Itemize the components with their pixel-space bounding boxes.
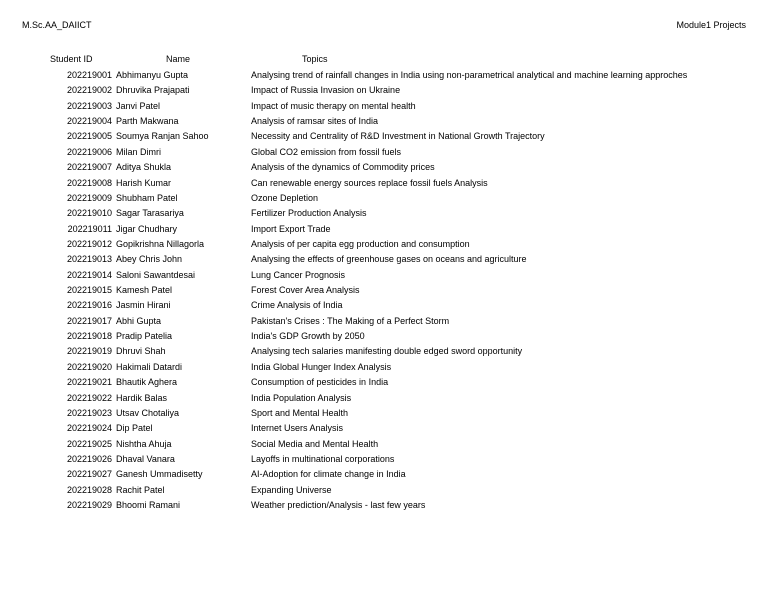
student-id-cell: 202219015 [66,285,112,296]
student-id-cell: 202219001 [66,70,112,80]
student-id-cell: 202219028 [66,484,112,495]
table-row [0,223,768,238]
topic-cell: Lung Cancer Prognosis [251,269,346,280]
table-row [0,269,768,284]
topic-cell: Ozone Depletion [251,192,319,203]
table-row [0,299,768,314]
student-name-cell: Abhimanyu Gupta [116,70,189,80]
student-name-cell: Jigar Chudhary [116,223,178,234]
topic-cell: Analysing tech salaries manifesting double edged sword opportunity [251,346,523,357]
table-row [0,484,768,499]
student-name-cell: Saloni Sawantdesai [116,269,196,280]
topic-cell: Analysis of the dynamics of Commodity prices [251,162,435,173]
table-row [0,253,768,268]
table-row [0,361,768,376]
student-id-cell: 202219026 [66,453,112,464]
topic-cell: Analysing trend of rainfall changes in India using non-parametrical analytical and machine learning approches [251,70,688,80]
student-name-cell: Dip Patel [116,423,153,434]
student-name-cell: Janvi Patel [116,100,161,111]
table-row [0,330,768,345]
student-id-cell: 202219012 [66,238,112,249]
student-name-cell: Shubham Patel [116,192,178,203]
table-row [0,130,768,145]
topic-cell: Import Export Trade [251,223,331,234]
table-row [0,207,768,222]
student-name-cell: Dhaval Vanara [116,453,175,464]
topic-cell: Necessity and Centrality of R&D Investment in National Growth Trajectory [251,131,545,142]
student-name-cell: Ganesh Ummadisetty [116,469,203,480]
student-id-cell: 202219021 [66,377,112,388]
student-id-cell: 202219018 [66,331,112,342]
student-name-cell: Parth Makwana [116,116,179,127]
student-name-cell: Bhoomi Ramani [116,500,181,511]
student-id-cell: 202219029 [66,500,112,511]
student-name-cell: Harish Kumar [116,177,172,188]
student-id-cell: 202219004 [66,116,112,127]
student-name-cell: Nishtha Ahuja [116,438,172,449]
topic-cell: Impact of Russia Invasion on Ukraine [251,85,401,96]
topic-cell: Analysis of per capita egg production and consumption [251,238,470,249]
student-name-cell: Kamesh Patel [116,285,173,296]
student-id-cell: 202219008 [66,177,112,188]
topic-cell: Pakistan's Crises : The Making of a Perfect Storm [251,315,450,326]
column-header-topics: Topics [302,54,328,64]
table-row [0,161,768,176]
student-id-cell: 202219027 [66,469,112,480]
table-row [0,345,768,360]
topic-cell: Can renewable energy sources replace fossil fuels Analysis [251,177,488,188]
topic-cell: India Population Analysis [251,392,352,403]
student-id-cell: 202219009 [66,192,112,203]
table-row [0,238,768,253]
topic-cell: Impact of music therapy on mental health [251,100,416,111]
table-row [0,376,768,391]
student-id-cell: 202219025 [66,438,112,449]
student-name-cell: Bhautik Aghera [116,377,178,388]
student-name-cell: Utsav Chotaliya [116,407,180,418]
topic-cell: Global CO2 emission from fossil fuels [251,146,402,157]
student-id-cell: 202219007 [66,162,112,173]
student-id-cell: 202219005 [66,131,112,142]
topic-cell: AI-Adoption for climate change in India [251,469,406,480]
student-name-cell: Jasmin Hirani [116,300,171,311]
topic-cell: Crime Analysis of India [251,300,343,311]
topic-cell: Forest Cover Area Analysis [251,285,360,296]
student-id-cell: 202219002 [66,85,112,96]
table-row [0,284,768,299]
student-id-cell: 202219024 [66,423,112,434]
student-id-cell: 202219019 [66,346,112,357]
student-name-cell: Hakimali Datardi [116,361,183,372]
table-row [0,453,768,468]
student-id-cell: 202219006 [66,146,112,157]
topic-cell: Social Media and Mental Health [251,438,379,449]
topic-cell: Analysis of ramsar sites of India [251,116,379,127]
topic-cell: Consumption of pesticides in India [251,377,389,388]
table-row [0,422,768,437]
table-row [0,407,768,422]
table-row [0,177,768,192]
student-id-cell: 202219014 [66,269,112,280]
student-name-cell: Abhi Gupta [116,315,162,326]
student-name-cell: Abey Chris John [116,254,183,265]
table-row [0,192,768,207]
table-row [0,100,768,115]
student-id-cell: 202219023 [66,407,112,418]
student-id-cell: 202219013 [66,254,112,265]
topic-cell: Sport and Mental Health [251,407,349,418]
student-id-cell: 202219011 [67,223,112,234]
student-id-cell: 202219017 [66,315,112,326]
topic-cell: Layoffs in multinational corporations [251,453,395,464]
header-right-title: Module1 Projects [676,20,746,30]
table-row [0,499,768,514]
topic-cell: Fertilizer Production Analysis [251,208,367,219]
table-row [0,84,768,99]
student-name-cell: Milan Dimri [116,146,161,157]
student-name-cell: Dhruvi Shah [116,346,166,357]
student-id-cell: 202219020 [66,361,112,372]
student-name-cell: Gopikrishna Nillagorla [116,238,205,249]
column-header-name: Name [166,54,191,64]
table-row [0,115,768,130]
column-header-student-id: Student ID [50,54,93,64]
student-name-cell: Rachit Patel [116,484,165,495]
topic-cell: Analysing the effects of greenhouse gases on oceans and agriculture [251,254,527,265]
student-name-cell: Dhruvika Prajapati [116,85,190,96]
student-name-cell: Pradip Patelia [116,331,173,342]
student-name-cell: Aditya Shukla [116,162,172,173]
student-name-cell: Soumya Ranjan Sahoo [116,131,209,142]
topic-cell: Weather prediction/Analysis - last few years [251,500,426,511]
topic-cell: Expanding Universe [251,484,332,495]
student-id-cell: 202219003 [66,100,112,111]
student-table [0,69,768,514]
student-id-cell: 202219010 [66,208,112,219]
student-name-cell: Hardik Balas [116,392,168,403]
table-row [0,468,768,483]
topic-cell: India's GDP Growth by 2050 [251,331,365,342]
student-id-cell: 202219016 [66,300,112,311]
topic-cell: Internet Users Analysis [251,423,344,434]
table-row [0,315,768,330]
table-row [0,392,768,407]
student-name-cell: Sagar Tarasariya [116,208,184,219]
table-row [0,438,768,453]
table-row [0,146,768,161]
student-id-cell: 202219022 [66,392,112,403]
header-left-title: M.Sc.AA_DAIICT [22,20,92,30]
table-row [0,69,768,84]
topic-cell: India Global Hunger Index Analysis [251,361,392,372]
